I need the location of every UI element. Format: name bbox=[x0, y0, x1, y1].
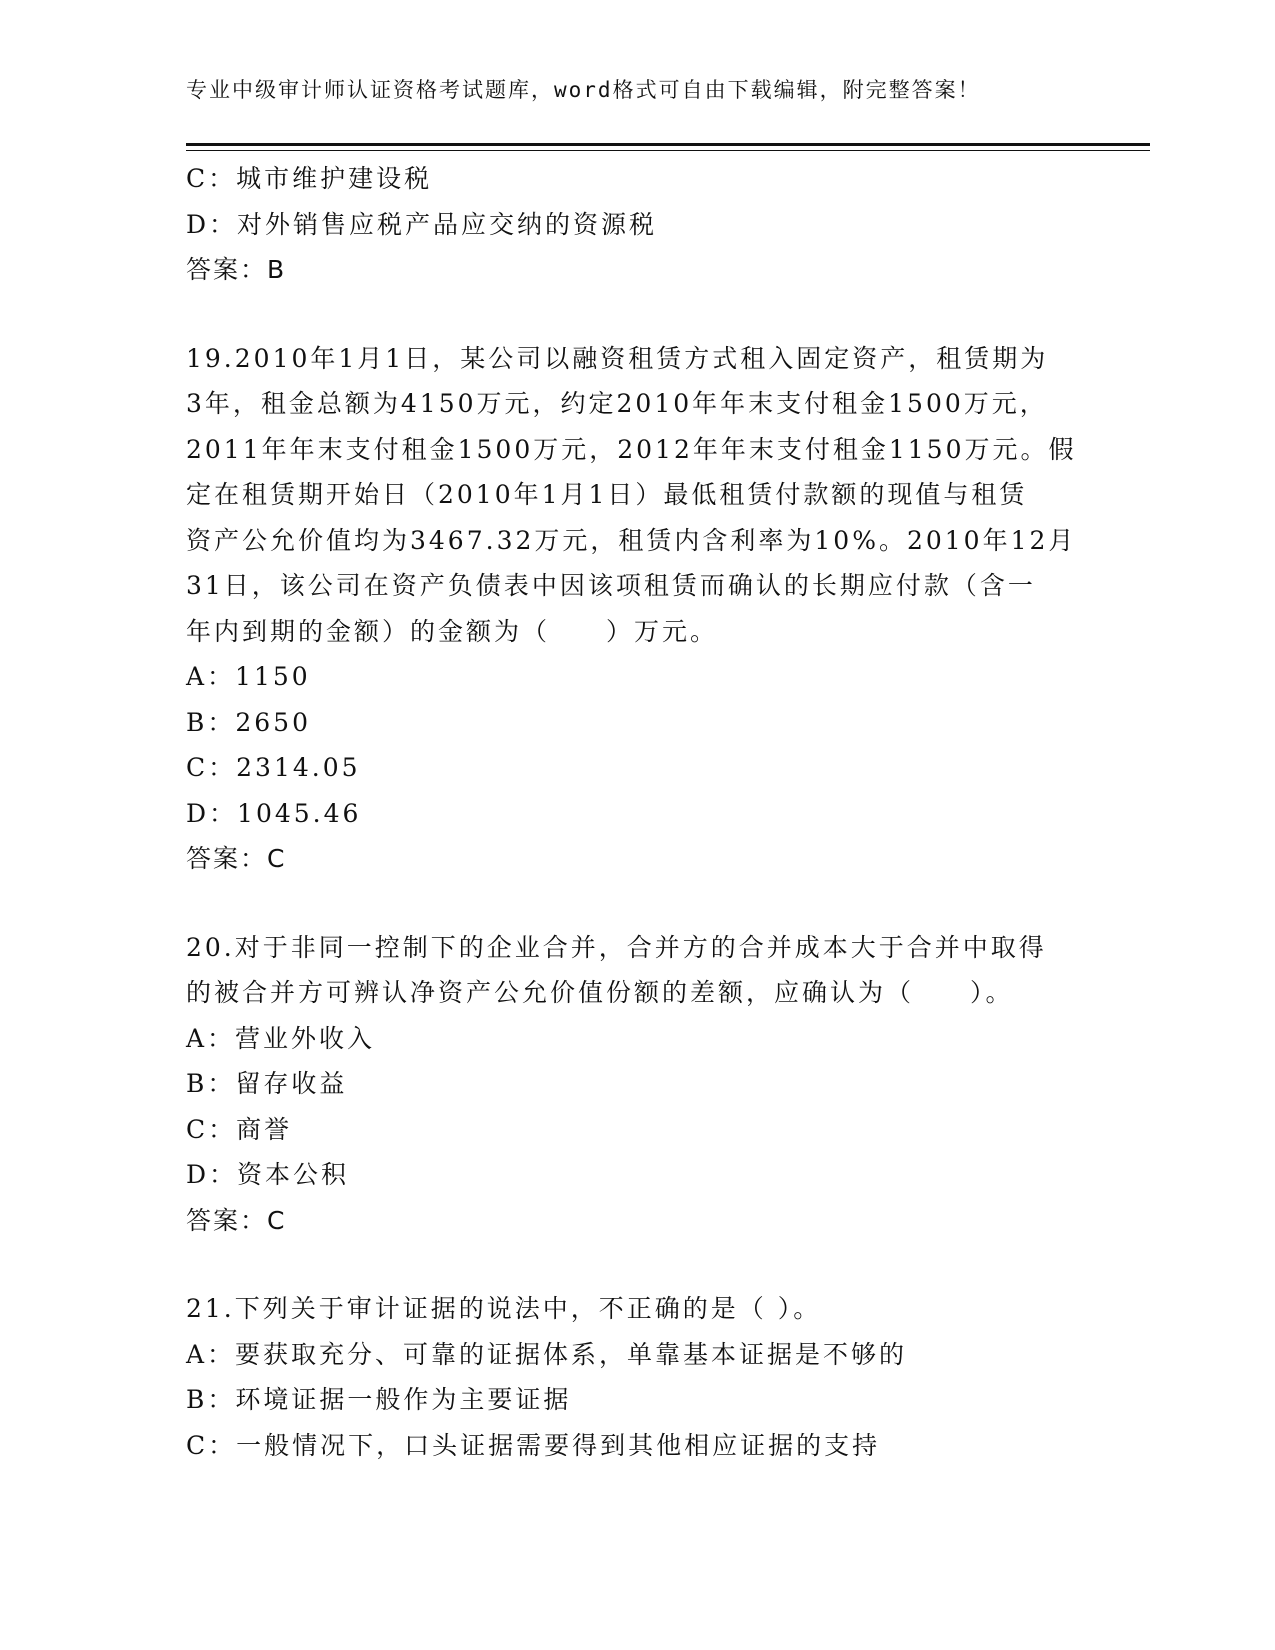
header-divider-thin bbox=[186, 150, 1150, 151]
option-c: C：商誉 bbox=[186, 1114, 293, 1144]
page-header: 专业中级审计师认证资格考试题库，word格式可自由下载编辑，附完整答案！ bbox=[186, 78, 981, 102]
spacer bbox=[186, 882, 1086, 925]
option-c: C：一般情况下，口头证据需要得到其他相应证据的支持 bbox=[186, 1430, 881, 1460]
option-b: B：留存收益 bbox=[186, 1069, 348, 1098]
question-text-line: 资产公允价值均为3467.32万元，租赁内含利率为10%。2010年12月 bbox=[186, 525, 1077, 555]
question-text-line: 31日，该公司在资产负债表中因该项租赁而确认的长期应付款（含一 bbox=[186, 571, 1036, 600]
option-d: D：对外销售应税产品应交纳的资源税 bbox=[186, 209, 658, 239]
question-text-line: 2011年年末支付租金1500万元，2012年年末支付租金1150万元。假 bbox=[186, 434, 1077, 464]
answer-label: 答案：B bbox=[186, 255, 287, 284]
question-text-line: 3年，租金总额为4150万元，约定2010年年末支付租金1500万元， bbox=[186, 389, 1048, 418]
answer-label: 答案：C bbox=[186, 844, 287, 873]
question-text-line: 21.下列关于审计证据的说法中，不正确的是（ ）。 bbox=[186, 1294, 822, 1323]
question-text-line: 19.2010年1月1日，某公司以融资租赁方式租入固定资产，租赁期为 bbox=[186, 343, 1049, 373]
option-d: D：资本公积 bbox=[186, 1160, 350, 1189]
question-text-line: 的被合并方可辨认净资产公允价值份额的差额，应确认为（ ）。 bbox=[186, 978, 1014, 1007]
option-c: C：2314.05 bbox=[186, 753, 361, 782]
spacer bbox=[186, 1243, 1086, 1286]
question-content bbox=[186, 156, 1086, 1468]
header-divider-thick bbox=[186, 143, 1150, 146]
question-18-tail bbox=[186, 156, 1086, 293]
option-d: D：1045.46 bbox=[186, 798, 362, 828]
option-c: C：城市维护建设税 bbox=[186, 164, 433, 193]
answer-label: 答案：C bbox=[186, 1205, 287, 1235]
option-b: B：环境证据一般作为主要证据 bbox=[186, 1385, 572, 1414]
question-20 bbox=[186, 925, 1086, 1244]
option-a: A：要获取充分、可靠的证据体系，单靠基本证据是不够的 bbox=[186, 1339, 908, 1369]
question-21 bbox=[186, 1286, 1086, 1468]
option-a: A：1150 bbox=[186, 662, 311, 691]
option-a: A：营业外收入 bbox=[186, 1023, 376, 1053]
spacer bbox=[186, 293, 1086, 336]
question-text-line: 年内到期的金额）的金额为（ ）万元。 bbox=[186, 616, 719, 646]
option-b: B：2650 bbox=[186, 707, 311, 737]
question-text-line: 定在租赁期开始日（2010年1月1日）最低租赁付款额的现值与租赁 bbox=[186, 480, 1028, 509]
question-text-line: 20.对于非同一控制下的企业合并，合并方的合并成本大于合并中取得 bbox=[186, 932, 1047, 962]
question-19 bbox=[186, 336, 1086, 882]
